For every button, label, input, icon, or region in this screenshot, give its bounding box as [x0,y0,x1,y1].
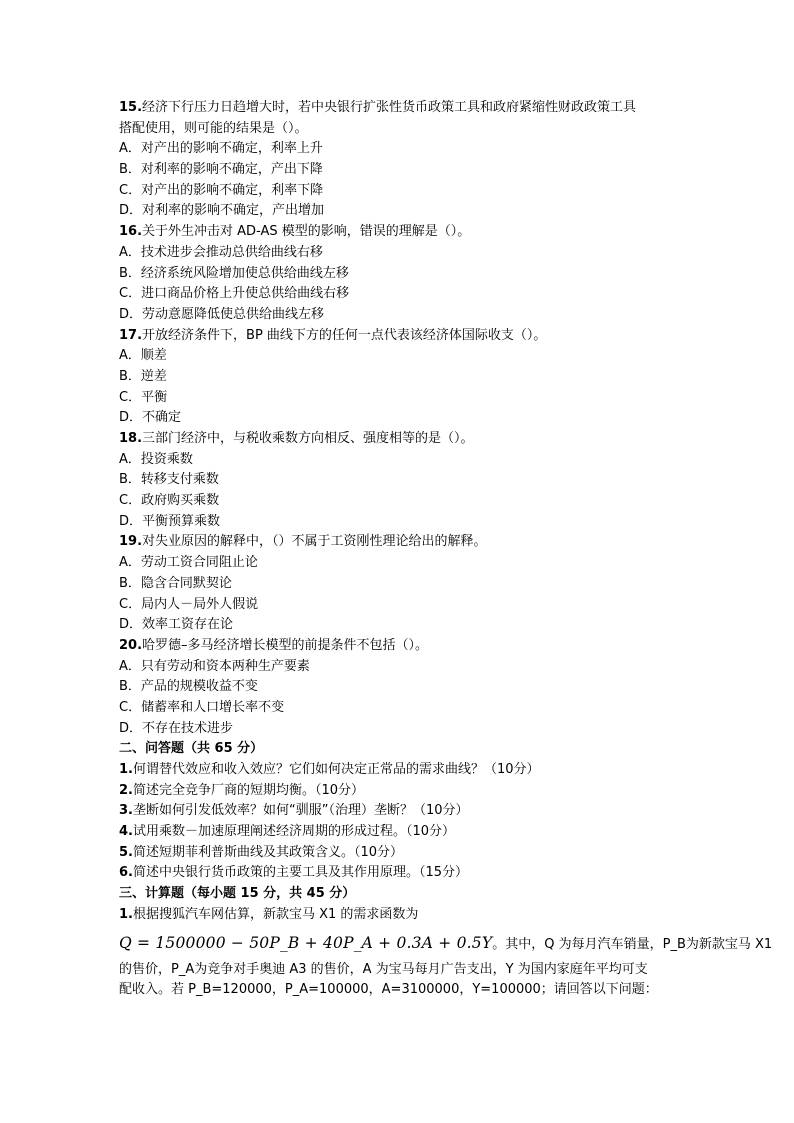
question-number: 16. [119,224,143,240]
essay-question-3 [119,801,679,822]
option-b: B．隐含合同默契论 [119,575,232,591]
question-16 [119,222,679,243]
option-a: A．投资乘数 [119,451,193,467]
option-c: C．局内人－局外人假说 [119,596,259,612]
question-number: 17. [119,327,143,343]
formula-explanation: 。其中，Q 为每月汽车销量，P_B为新款宝马 X1 [492,936,773,952]
question-text: 简述短期菲利普斯曲线及其政策含义。（10分） [132,844,404,860]
question-number: 6. [119,865,133,881]
option-d: D．效率工资存在论 [119,617,234,633]
essay-question-6 [119,863,679,884]
question-15 [119,98,679,119]
essay-question-1 [119,760,679,781]
question-text: 简述中央银行货币政策的主要工具及其作用原理。（15分） [132,865,469,881]
option-c: C．政府购买乘数 [119,493,220,509]
question-number: 2. [119,782,133,798]
essay-question-2 [119,781,679,802]
option-a: A．对产出的影响不确定，利率上升 [119,141,323,157]
essay-question-4 [119,822,679,843]
calc-question-1-text: 的售价，P_A为竞争对手奥迪 A3 的售价，A 为宝马每月广告支出，Y 为国内家庭年平均可支 [119,961,648,977]
option-c: C．储蓄率和人口增长率不变 [119,699,285,715]
question-text: 简述完全竞争厂商的短期均衡。（10分） [132,782,365,798]
question-text: 试用乘数－加速原理阐述经济周期的形成过程。（10分） [132,824,456,840]
option-a: A．只有劳动和资本两种生产要素 [119,658,310,674]
option-b: B．对利率的影响不确定，产出下降 [119,162,323,178]
option-d: D．对利率的影响不确定，产出增加 [119,203,325,219]
document-body [119,98,773,1001]
question-text: 开放经济条件下，BP 曲线下方的任何一点代表该经济体国际收支（）。 [142,327,547,343]
question-text: 垄断如何引发低效率？如何“驯服”（治理）垄断？（10分） [132,803,469,819]
question-19 [119,532,679,553]
question-number: 18. [119,431,143,446]
option-d: D．平衡预算乘数 [119,513,221,529]
option-a: A．技术进步会推动总供给曲线右移 [119,244,323,260]
question-number: 1. [119,762,133,777]
calc-question-1-text-end: 配收入。若 P_B=120000，P_A=100000，A=3100000，Y=100000；请回答以下问题： [119,982,658,998]
option-b: B．转移支付乘数 [119,472,219,488]
option-d: D．不存在技术进步 [119,720,234,736]
option-c: C．对产出的影响不确定，利率下降 [119,182,324,198]
question-number: 5. [119,844,133,860]
question-text: 根据搜狐汽车网估算，新款宝马 X1 的需求函数为 [132,906,419,922]
option-a: A．劳动工资合同阻止论 [119,555,258,571]
option-b: B．产品的规模收益不变 [119,679,258,695]
question-15-continued: 搭配使用，则可能的结果是（）。 [119,120,308,136]
option-b: B．逆差 [119,368,167,384]
question-text: 哈罗德–多马经济增长模型的前提条件不包括（）。 [142,637,429,653]
question-number: 3. [119,803,133,819]
section-heading-essay: 二、问答题（共 65 分） [119,741,264,757]
option-d: D．不确定 [119,410,182,426]
calc-question-1 [119,905,679,926]
question-text: 关于外生冲击对 AD-AS 模型的影响，错误的理解是（）。 [142,224,471,240]
option-a: A．顺差 [119,348,167,364]
demand-function-line [119,926,773,960]
question-number: 20. [119,637,143,653]
question-number: 19. [119,534,143,550]
option-c: C．平衡 [119,389,168,405]
section-heading-calculation: 三、计算题（每小题 15 分，共 45 分） [119,886,356,902]
essay-question-5 [119,843,679,864]
demand-formula: Q = 1500000 − 50P_B + 40P_A + 0.3A + 0.5Y [119,933,493,952]
question-text: 三部门经济中，与税收乘数方向相反、强度相等的是（）。 [142,431,474,446]
question-text: 何谓替代效应和收入效应？它们如何决定正常品的需求曲线？（10分） [132,762,540,777]
option-b: B．经济系统风险增加使总供给曲线左移 [119,265,349,281]
question-number: 1. [119,906,133,922]
question-text: 经济下行压力日趋增大时，若中央银行扩张性货币政策工具和政府紧缩性财政政策工具 [142,100,637,115]
question-number: 15. [119,100,143,115]
question-17 [119,326,679,347]
option-d: D．劳动意愿降低使总供给曲线左移 [119,306,325,322]
question-number: 4. [119,824,133,840]
question-20 [119,636,679,657]
question-text: 对失业原因的解释中，（）不属于工资刚性理论给出的解释。 [142,534,487,550]
question-18 [119,429,679,450]
option-c: C．进口商品价格上升使总供给曲线右移 [119,286,350,302]
